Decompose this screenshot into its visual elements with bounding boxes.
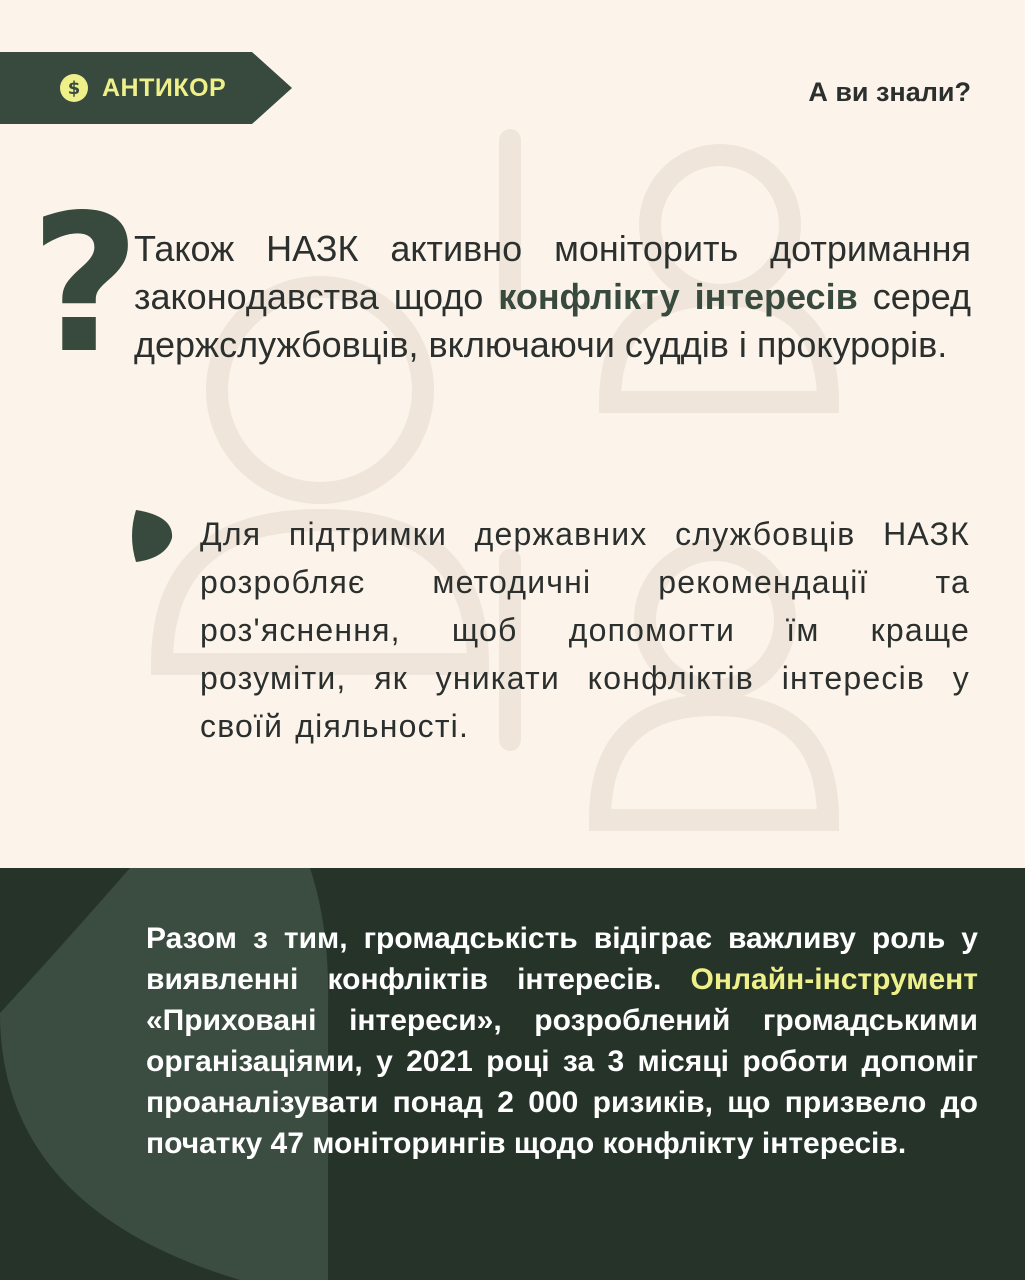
online-tool-accent: Онлайн-інструмент [690, 963, 978, 996]
footer-text-after: «Приховані інтереси», розроблений громадськими організаціями, у 2021 році за 3 місяці роботи допоміг проаналізувати понад 2 000 ризиків, що призвело до початку 47 моніторингів щодо конфлікту інтересів. [146, 1004, 978, 1160]
footer-paragraph [146, 918, 978, 1164]
intro-paragraph [134, 225, 971, 369]
support-paragraph: Для підтримки державних службовців НАЗК розробляє методичні рекомендації та роз'яснення, щоб допомогти їм краще розуміти, як уникати конфліктів інтересів у своїй діяльності. [200, 516, 970, 744]
footer-text-before: Разом з тим, громадськість відіграє важливу роль у виявленні конфліктів інтересів. [146, 922, 978, 996]
did-you-know-label: А ви знали? [808, 77, 971, 107]
category-tag [0, 52, 292, 124]
intro-text-before: Також НАЗК активно моніторить дотримання законодавства щодо [134, 228, 971, 317]
intro-highlight: конфлікту інтересів [498, 276, 858, 317]
footer-panel [0, 868, 1025, 1280]
dollar-coin-icon [60, 74, 88, 102]
leaf-bullet-icon [130, 508, 174, 564]
intro-text-after: серед держслужбовців, включаючи суддів і прокурорів. [134, 276, 971, 365]
tag-label: АНТИКОР [102, 74, 227, 102]
svg-text:$: $ [67, 78, 81, 99]
question-mark-icon: ? [30, 174, 141, 395]
